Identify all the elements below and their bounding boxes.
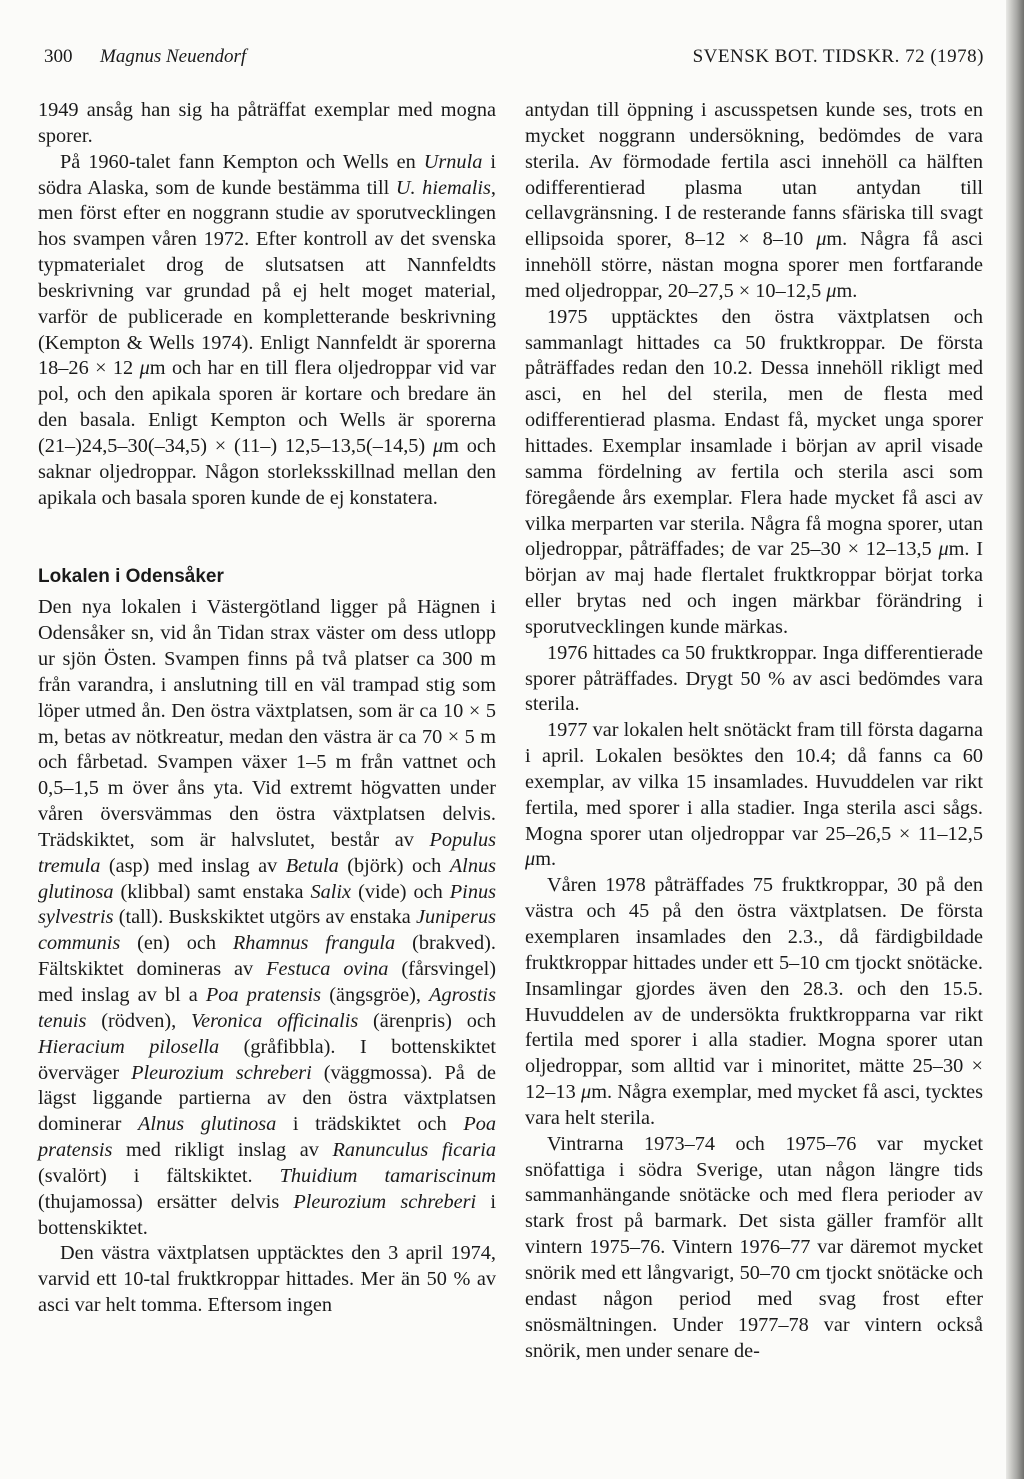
micro-symbol: μ <box>581 1081 592 1104</box>
micro-symbol: μ <box>139 357 150 380</box>
paragraph: 1976 hittades ca 50 fruktkroppar. Inga differentierade sporer påträffades. Drygt 50 % av asci bedömdes vara sterila. <box>525 641 983 716</box>
paragraph: På 1960-talet fann Kempton och Wells en Urnula i södra Alaska, som de kunde bestämma till U. hiemalis, men först efter en noggrann studie av sporutvecklingen hos svampen våren 1972. Efter kontroll av det svenska typmaterialet drog de slutsatsen att Nannfeldts beskrivning var grundad på ej helt moget material, varför de publicerade en kompletterande beskrivning (Kempton & Wells 1974). Enligt Nannfeldt är sporerna 18–26 × 12 μm och har en till flera oljedroppar vid var pol, och den apikala sporen är kortare och bredare än den basala. Enligt Kempton och Wells är sporerna (21–)24,5–30(–34,5) × (11–) 12,5–13,5(–14,5) μm och saknar oljedroppar. Någon storleksskillnad mellan den apikala och basala sporen kunde de ej konstatera. <box>38 150 496 509</box>
right-column <box>525 98 983 1364</box>
taxon-name: Urnula <box>423 150 483 173</box>
taxon-name: Thuidium tamariscinum <box>279 1164 496 1187</box>
taxon-name: Veronica officinalis <box>190 1009 359 1032</box>
taxon-name: Pleurozium schreberi <box>293 1190 477 1213</box>
taxon-name: Pinus sylvestris <box>38 880 496 929</box>
taxon-name: Agrostis tenuis <box>38 984 496 1032</box>
taxon-name: Rhamnus frangula <box>232 932 396 955</box>
micro-symbol: μ <box>816 228 827 251</box>
taxon-name: Alnus glutinosa <box>38 854 496 903</box>
micro-symbol: μ <box>525 848 536 871</box>
running-journal: SVENSK BOT. TIDSKR. 72 (1978) <box>692 46 984 67</box>
paragraph: 1975 upptäcktes den östra växtplatsen och sammanlagt hittades ca 50 fruktkroppar. De första påträffades redan den 10.2. Dessa innehöll rikligt med asci, en hel del sterila, men de flesta med odifferentierad plasma. Endast få, mycket unga sporer hittades. Exemplar insamlade i början av april visade samma fördelning av fertila och sterila asci som föregående års exemplar. Flera hade mycket få asci av vilka merparten var sterila. Några få mogna sporer, utan oljedroppar, påträffades; de var 25–30 × 12–13,5 μm. I början av maj hade flertalet fruktkroppar börjat torka eller brytas ned och ingen märkbar förändring i sporutvecklingen kunde märkas. <box>525 305 983 638</box>
taxon-name: Festuca ovina <box>266 958 389 981</box>
taxon-name: Juniperus communis <box>38 906 496 955</box>
paragraph: antydan till öppning i ascusspetsen kunde ses, trots en mycket noggrann undersökning, bedömdes de vara sterila. Av förmodade fertila asci innehöll ca hälften odifferentierad plasma utan antydan till cellavgränsning. I de resterande fanns sfäriska till svagt ellipsoida sporer, 8–12 × 8–10 μm. Några få asci innehöll större, nästan mogna sporer men fortfarande med oljedroppar, 20–27,5 × 10–12,5 μm. <box>525 99 983 302</box>
left-column <box>38 98 496 1319</box>
micro-symbol: μ <box>432 434 444 457</box>
paragraph: 1977 var lokalen helt snötäckt fram till första dagarna i april. Lokalen besöktes den 10.4; då fanns ca 60 exemplar, av vilka 15 insamlades. Huvuddelen var rikt fertila, med sporer i alla stadier. Inga sterila asci sågs. Mogna sporer utan oljedroppar var 25–26,5 × 11–12,5 μm. <box>525 719 983 871</box>
taxon-name: Pleurozium schreberi <box>131 1061 312 1084</box>
taxon-name: Ranunculus ficaria <box>332 1139 496 1162</box>
paragraph: Våren 1978 påträffades 75 fruktkroppar, 30 på den västra och 45 på den östra växtplatsen. De första exemplaren insamlades den 2.3., då färdigbildade fruktkroppar hittades under ett 5–10 cm tjockt snötäcke. Insamlingar gjordes även den 28.3. och den 15.5. Huvuddelen av de undersökta fruktkropparna var rikt fertila med sporer i alla stadier. Mogna sporer utan oljedroppar, som alltid var i minoritet, mätte 25–30 × 12–13 μm. Några exemplar, med mycket få asci, tycktes vara helt sterila. <box>525 874 983 1129</box>
page-number: 300 <box>44 46 73 67</box>
taxon-name: Poa pratensis <box>205 984 322 1006</box>
section-heading: Lokalen i Odensåker <box>38 565 224 587</box>
taxon-name: Hieracium pilosella <box>38 1035 220 1058</box>
taxon-name: Betula <box>285 854 339 877</box>
micro-symbol: μ <box>938 538 949 561</box>
page-edge-shadow <box>1006 0 1024 1479</box>
taxon-name: Alnus glutinosa <box>137 1113 277 1136</box>
paragraph: Den västra växtplatsen upptäcktes den 3 april 1974, varvid ett 10-tal fruktkroppar hittades. Mer än 50 % av asci var helt tomma. Eftersom ingen <box>38 1242 496 1317</box>
paragraph: Den nya lokalen i Västergötland ligger på Hägnen i Odensåker sn, vid ån Tidan strax väster om dess utlopp ur sjön Östen. Svampen finns på två platser ca 300 m från varandra, i anslutning till en väl trampad stig som löper utmed ån. Den östra växtplatsen, som är ca 10 × 5 m, betas av nötkreatur, medan den västra är ca 70 × 5 m och fårbetad. Svampen växer 1–5 m från vattnet och 0,5–1,5 m över åns yta. Vid extremt högvatten under våren översvämmas den östra växtplatsen delvis. Trädskiktet, som är halvslutet, består av Populus tremula (asp) med inslag av Betula (björk) och Alnus glutinosa (klibbal) samt enstaka Salix (vide) och Pinus sylvestris (tall). Buskskiktet utgörs av enstaka Juniperus communis (en) och Rhamnus frangula (brakved). Fältskiktet domineras av Festuca ovina (fårsvingel) med inslag av bl a Poa pratensis (ängsgröe), Agrostis tenuis (rödven), Veronica officinalis (ärenpris) och Hieracium pilosella (gråfibbla). I bottenskiktet överväger Pleurozium schreberi (väggmossa). På de lägst liggande partierna av den östra växtplatsen dominerar Alnus glutinosa i trädskiktet och Poa pratensis med rikligt inslag av Ranunculus ficaria (svalört) i fältskiktet. Thuidium tamariscinum (thujamossa) ersätter delvis Pleurozium schreberi i bottenskiktet. <box>38 596 496 1239</box>
taxon-name: Populus tremula <box>38 828 496 877</box>
paragraph: Vintrarna 1973–74 och 1975–76 var mycket snöfattiga i södra Sverige, utan någon längre tids sammanhängande snötäcke och med flera perioder av stark frost på barmark. Det sista gäller framför allt vintern 1975–76. Vintern 1976–77 var däremot mycket snörik med ett långvarigt, 50–70 cm tjockt snötäcke och endast någon period med svag frost efter snösmältningen. Under 1977–78 var vintern också snörik, men under senare de- <box>525 1132 983 1362</box>
running-header <box>44 46 984 76</box>
taxon-name: Poa pratensis <box>38 1113 496 1162</box>
micro-symbol: μ <box>826 279 837 302</box>
taxon-name: U. hiemalis <box>395 176 491 199</box>
running-author: Magnus Neuendorf <box>100 46 247 67</box>
taxon-name: Salix <box>310 880 352 903</box>
paragraph: 1949 ansåg han sig ha påträffat exemplar med mogna sporer. <box>38 99 496 147</box>
